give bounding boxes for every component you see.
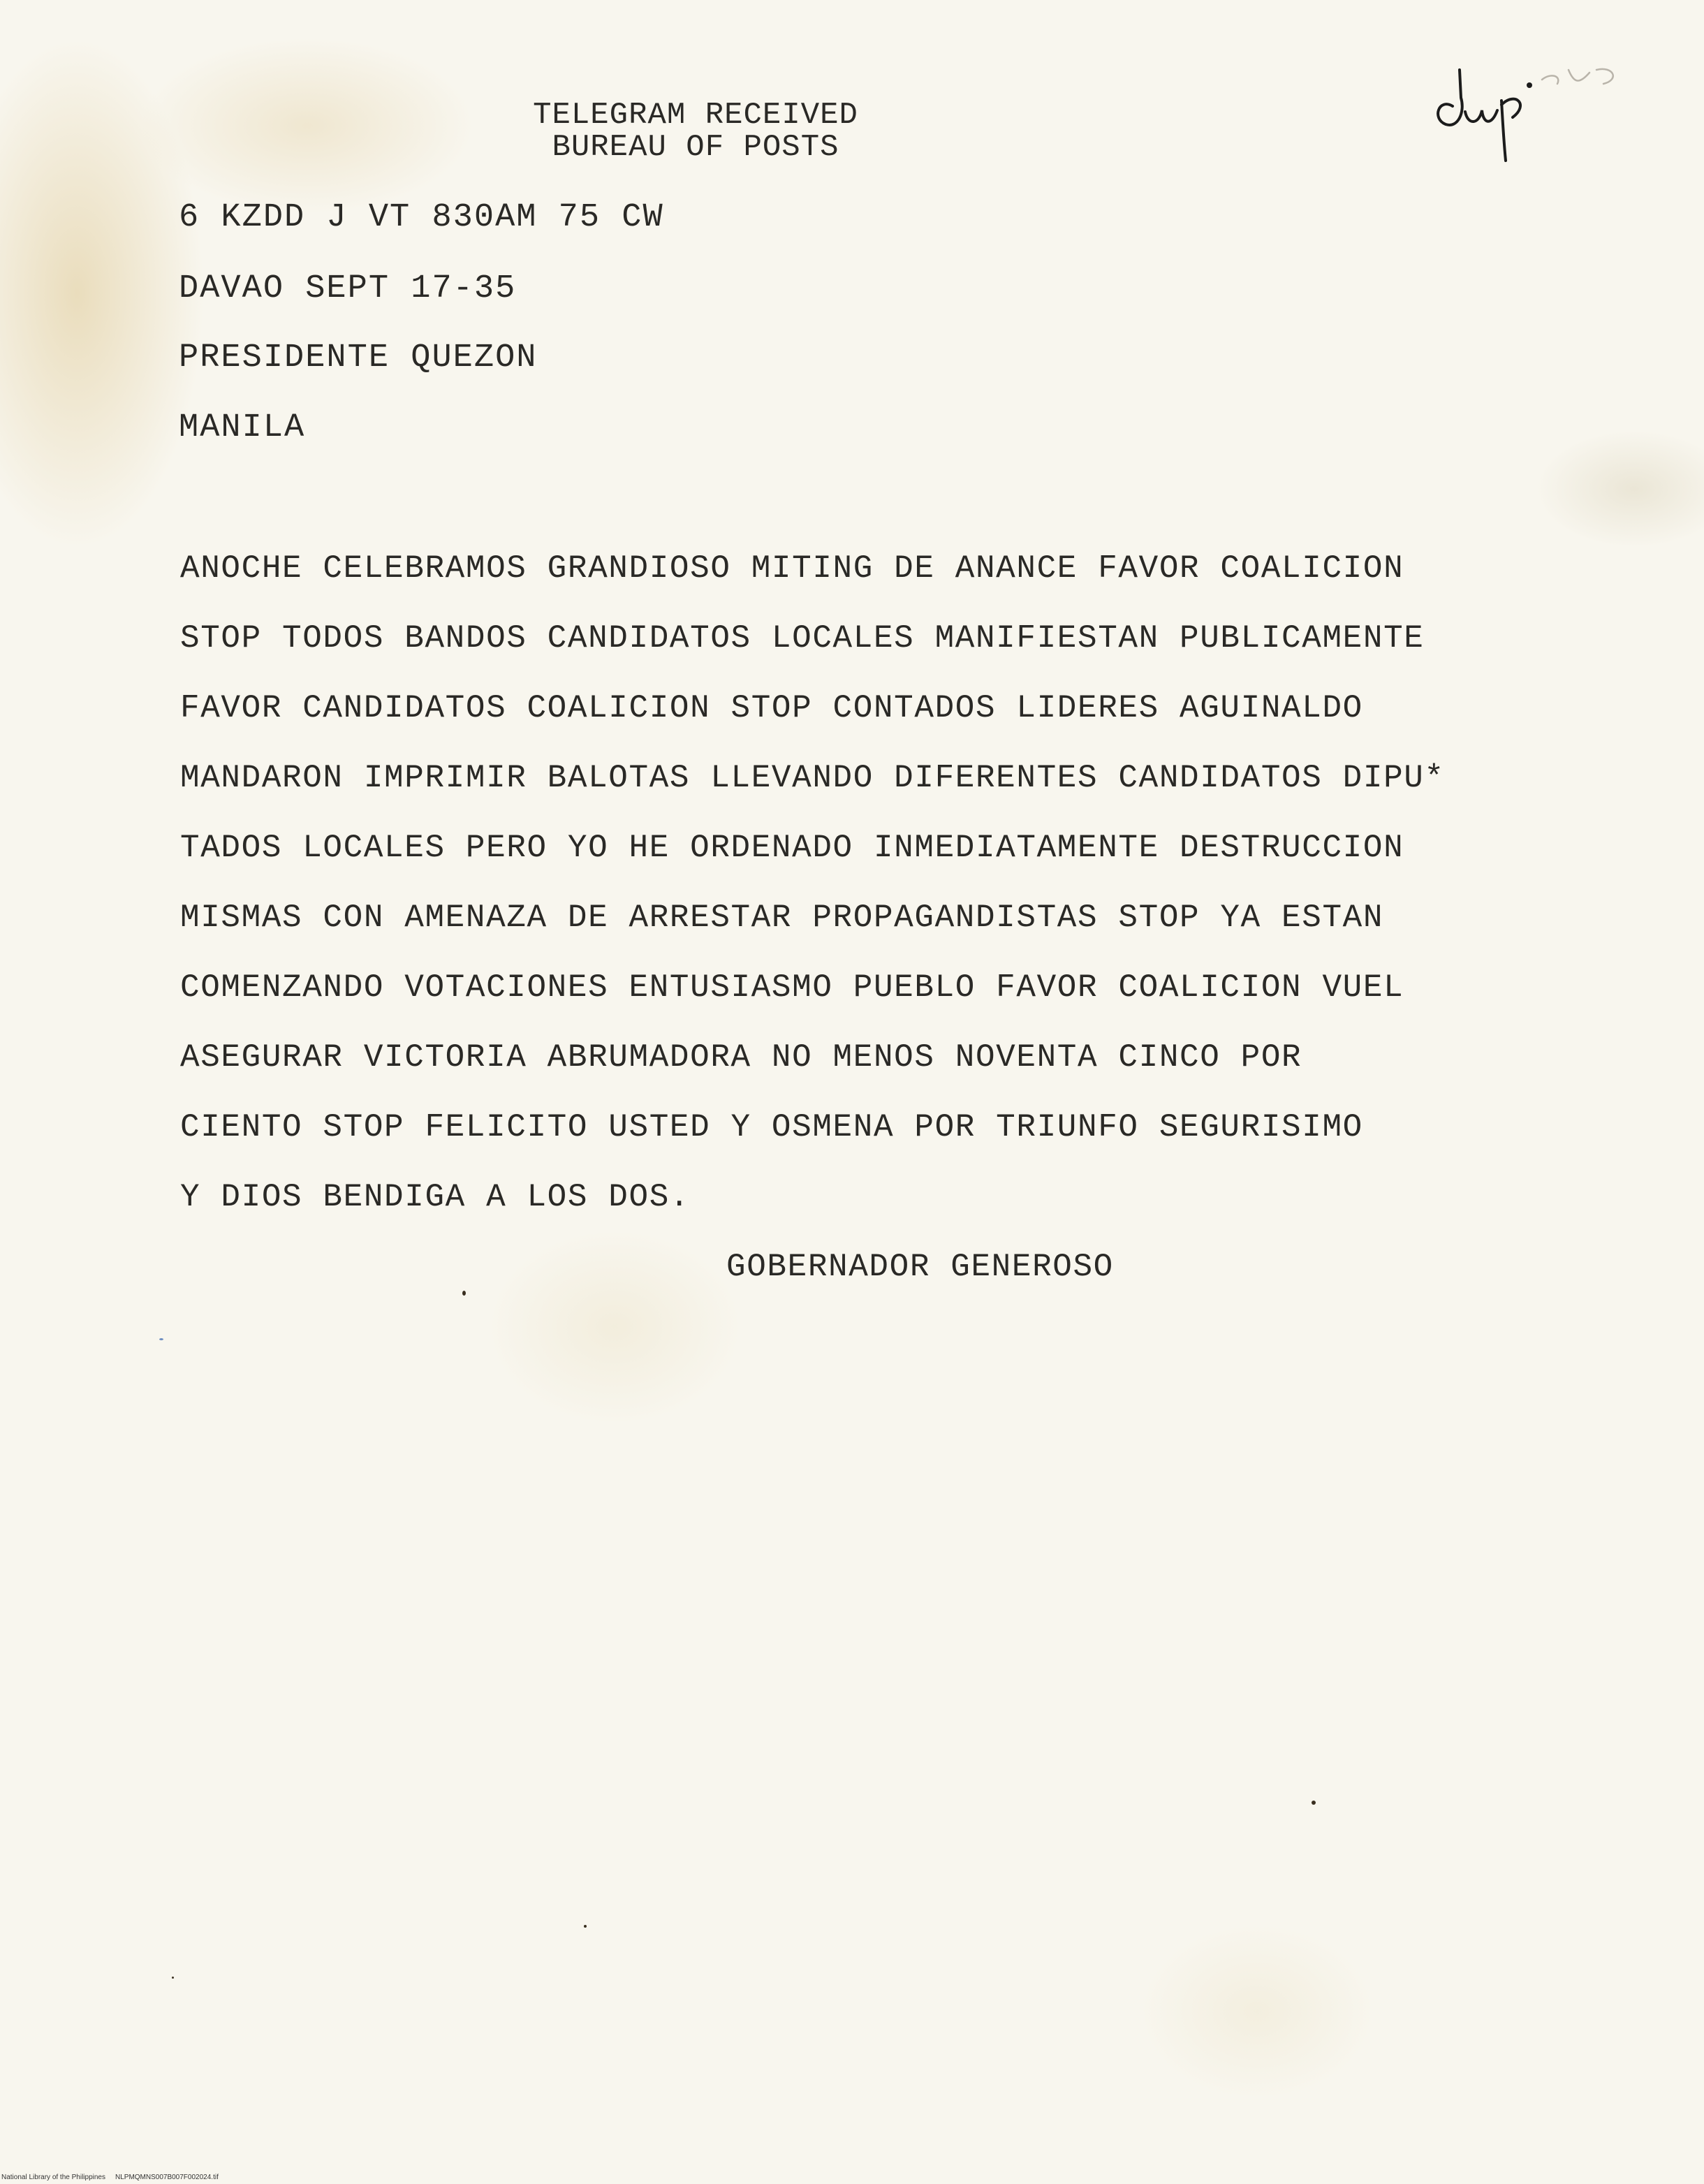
body-line: TADOS LOCALES PERO YO HE ORDENADO INMEDIATAMENTE DESTRUCCION <box>180 830 1404 866</box>
body-line: ASEGURAR VICTORIA ABRUMADORA NO MENOS NOVENTA CINCO POR <box>180 1039 1302 1076</box>
paper-speck <box>1312 1801 1316 1805</box>
paper-speck <box>462 1291 466 1296</box>
body-line: ANOCHE CELEBRAMOS GRANDIOSO MITING DE ANANCE FAVOR COALICION <box>180 550 1404 587</box>
paper-speck <box>172 1977 174 1979</box>
body-line: MISMAS CON AMENAZA DE ARRESTAR PROPAGANDISTAS STOP YA ESTAN <box>180 900 1384 936</box>
telegram-signature: GOBERNADOR GENEROSO <box>726 1249 1114 1285</box>
handwritten-dup-annotation <box>1425 42 1655 175</box>
footer-filename: NLPMQMNS007B007F002024.tif <box>115 2174 219 2181</box>
body-line: MANDARON IMPRIMIR BALOTAS LLEVANDO DIFERENTES CANDIDATOS DIPU* <box>180 760 1445 796</box>
telegram-origin-date: DAVAO SEPT 17-35 <box>179 270 517 307</box>
paper-speck <box>584 1925 587 1928</box>
body-line: Y DIOS BENDIGA A LOS DOS. <box>180 1179 691 1215</box>
telegram-header-title: TELEGRAM RECEIVED <box>533 98 858 133</box>
paper-speck <box>159 1338 163 1340</box>
body-line: STOP TODOS BANDOS CANDIDATOS LOCALES MANIFIESTAN PUBLICAMENTE <box>180 620 1425 657</box>
body-line: FAVOR CANDIDATOS COALICION STOP CONTADOS LIDERES AGUINALDO <box>180 690 1363 726</box>
telegram-header-subtitle: BUREAU OF POSTS <box>552 130 839 165</box>
telegram-addressee: PRESIDENTE QUEZON <box>179 339 538 376</box>
body-line: COMENZANDO VOTACIONES ENTUSIASMO PUEBLO FAVOR COALICION VUEL <box>180 969 1404 1006</box>
scan-footer <box>1 2174 228 2181</box>
telegram-code-line: 6 KZDD J VT 830AM 75 CW <box>179 199 664 236</box>
telegram-destination: MANILA <box>179 409 306 446</box>
body-line: CIENTO STOP FELICITO USTED Y OSMENA POR TRIUNFO SEGURISIMO <box>180 1109 1363 1145</box>
footer-source: National Library of the Philippines <box>1 2174 105 2181</box>
